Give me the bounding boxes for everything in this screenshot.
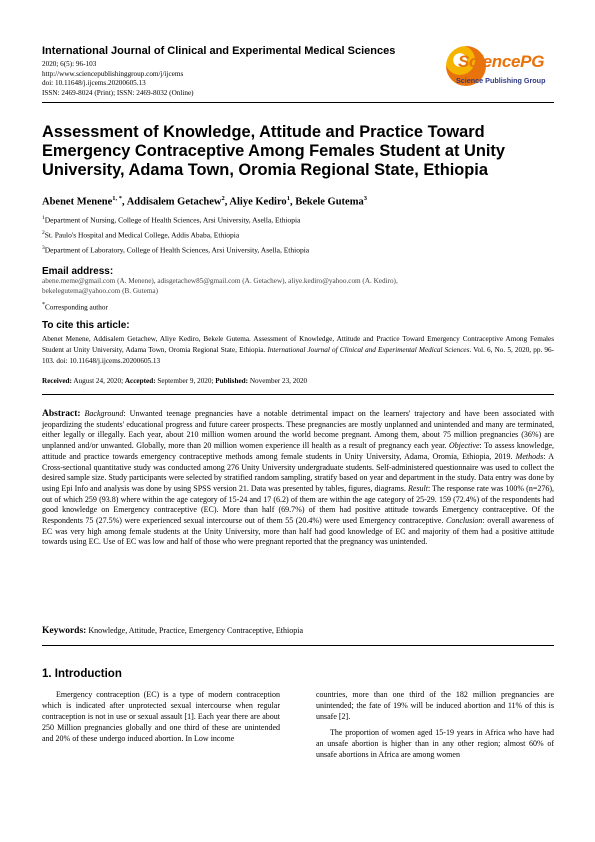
cite-tail: . Vol. 6, No. 5, 2020, pp. 96-103. doi: 10.11648/j.ijcems.20200605.13: [42, 346, 554, 365]
corresponding-text: Corresponding author: [45, 303, 108, 312]
abstract-methods-label: Methods: [515, 451, 544, 461]
affiliation: [42, 230, 239, 240]
journal-name: International Journal of Clinical and Experimental Medical Sciences: [42, 45, 396, 57]
cite-heading: To cite this article:: [42, 320, 130, 331]
abstract-divider-bottom: [42, 645, 554, 646]
affiliation-sup: 3: [42, 245, 45, 251]
meta-doi[interactable]: doi: 10.11648/j.ijcems.20200605.13: [42, 79, 146, 88]
received-label: Received:: [42, 377, 72, 385]
cite-journal: International Journal of Clinical and Experimental Medical Sciences: [267, 346, 470, 354]
author-sup: 1, *: [112, 195, 123, 202]
keywords: [42, 626, 303, 636]
email-line[interactable]: abene.meme@gmail.com (A. Menene), adisgetachew85@gmail.com (A. Getachew), aliye.kediro@yahoo.com (A. Kediro),: [42, 277, 398, 285]
body-column-right: [316, 689, 554, 761]
abstract-result-label: Result: [408, 483, 428, 493]
abstract-background-label: Background: [84, 409, 124, 418]
cite-body: Abenet Menene, Addisalem Getachew, Aliye Kediro, Bekele Gutema. Assessment of Knowledge, Attitude and Practice Toward Emergency Contraceptive Among Females Student at Unity University, Adama Town, Oromia Regional State, Ethiopia.: [42, 335, 554, 354]
meta-url[interactable]: http://www.sciencepublishinggroup.com/j/ijcems: [42, 69, 184, 78]
affiliation-sup: 1: [42, 215, 45, 221]
email-line[interactable]: bekelegutema@yahoo.com (B. Gutema): [42, 286, 158, 295]
email-heading: Email address:: [42, 266, 114, 277]
keywords-text: Knowledge, Attitude, Practice, Emergency Contraceptive, Ethiopia: [88, 626, 304, 635]
meta-volume: 2020; 6(5): 96-103: [42, 60, 97, 68]
logo-subtitle: Science Publishing Group: [456, 76, 546, 85]
article-dates: [42, 377, 307, 385]
journal-meta: [42, 60, 194, 98]
abstract-conclusion: : overall awareness of EC was very high among female students at the Unity University, more than half had good knowledge of EC and majority of them had a positive attitude towards using EC. Use of EC was low and half of those who were pregnant reported that the pregnancy was unintended.: [42, 516, 554, 547]
author-sup: 1: [286, 195, 290, 202]
section-heading: 1. Introduction: [42, 668, 122, 680]
published-date: November 23, 2020: [249, 377, 308, 385]
affiliation-sup: 2: [42, 230, 45, 236]
body-paragraph: countries, more than one third of the 182 million pregnancies are unintended; the fate of 19% will be induced abortion and 11% of this is unsafe [2].: [316, 690, 554, 722]
cite-text: [42, 334, 554, 367]
accepted-label: Accepted:: [124, 377, 156, 385]
published-label: Published:: [215, 377, 249, 385]
author-name: Abenet Menene: [42, 196, 113, 208]
author-sup: 3: [363, 195, 367, 202]
abstract-label: Abstract:: [42, 409, 81, 419]
affiliation-text: Department of Nursing, College of Health Sciences, Arsi University, Asella, Ethiopia: [44, 215, 301, 225]
abstract: [42, 409, 554, 548]
email-addresses: [42, 277, 398, 296]
received-date: August 24, 2020;: [73, 377, 124, 385]
author-sup: 2: [221, 195, 225, 202]
publisher-logo: [446, 46, 554, 92]
abstract-objective-label: Objective: [448, 441, 480, 451]
logo-name: SciencePG: [458, 52, 545, 71]
meta-issn: ISSN: 2469-8024 (Print); ISSN: 2469-8032 (Online): [42, 88, 194, 97]
affiliation: [42, 245, 309, 255]
affiliation: [42, 215, 300, 225]
abstract-divider-top: [42, 394, 554, 395]
author-name: Addisalem Getachew: [126, 196, 222, 208]
author-list: Abenet Menene$^{1, *}$, Addisalem Getachew$^2$, Aliye Kediro$^1$, Bekele Gutema$^3$: [42, 195, 367, 208]
abstract-background: : Unwanted teenage pregnancies have a notable detrimental impact on the learners' trajectory and have been associated with jeopardizing the students' educational progress and future career prospects. These pregnancies are mostly unplanned and unintended and many are terminated, either legally or illegally. Each year, about 210 million women around the world become pregnant. Among them, about 75 million pregnancies (36%) are unplanned and/or unwanted. Globally, more than 20 million women experience ill health as a result of pregnancy each year.: [42, 409, 554, 451]
author-name: Aliye Kediro: [229, 196, 287, 208]
header-divider: [42, 102, 554, 103]
body-paragraph: The proportion of women aged 15-19 years in Africa who have had an unsafe abortion is higher than in any other region; almost 60% of unsafe abortions in Africa are among women: [316, 728, 554, 760]
body-column-left: Emergency contraception (EC) is a type of modern contraception which is indicated after unprotected sexual intercourse when regular contraception is not in use or sexual assault [1]. Each year there are about 250 Million pregnancies globally and one third of these are unintended and 20% of these undergo induced abortion. In Low income: [42, 690, 280, 744]
abstract-conclusion-label: Conclusion: [445, 516, 483, 526]
affiliation-text: St. Paulo's Hospital and Medical College, Addis Ababa, Ethiopia: [44, 230, 240, 240]
author-name: Bekele Gutema: [295, 196, 364, 208]
abstract-objective: : To assess knowledge, attitude and practice towards emergency contraceptive methods among female students in Unity University, Adama, Oromia, Ethiopia, 2019.: [42, 441, 555, 461]
abstract-methods: : A Cross-sectional quantitative study was conducted among 276 Unity University undergraduate students. Self-administered questionnaire was used to collect the desired sample size. Study participants were selected by stratified random sampling, stratify based on year and department in the study. Data entry was done by using Epi Info and analysis was done by using SPSS version 21. Data was presented by tables, figures, diagrams.: [42, 451, 555, 493]
affiliation-text: Department of Laboratory, College of Health Sciences, Arsi University, Asella, Ethiopia: [44, 245, 310, 255]
keywords-label: Keywords:: [42, 626, 87, 636]
accepted-date: September 9, 2020;: [157, 377, 214, 385]
abstract-result: : The response rate was 100% (n=276), out of which 259 (93.8) where within the age category of 15-24 and 17 (6.2) of them are within the age category of 25-29. 159 (72.4%) of the respondents had good knowledge on Emergency contraceptive (EC). More than half (69.7%) of them had positive attitude towards Emergency contraceptive. Of the Respondents 75 (27.5%) were experienced sexual intercourse out of them 55 (20.4%) were used Emergency contraceptive.: [42, 483, 555, 526]
article-title: Assessment of Knowledge, Attitude and Practice Toward Emergency Contraceptive Among Females Student at Unity University, Adama Town, Oromia Regional State, Ethiopia: [42, 123, 505, 179]
corresponding-note: *Corresponding author: [42, 302, 108, 312]
